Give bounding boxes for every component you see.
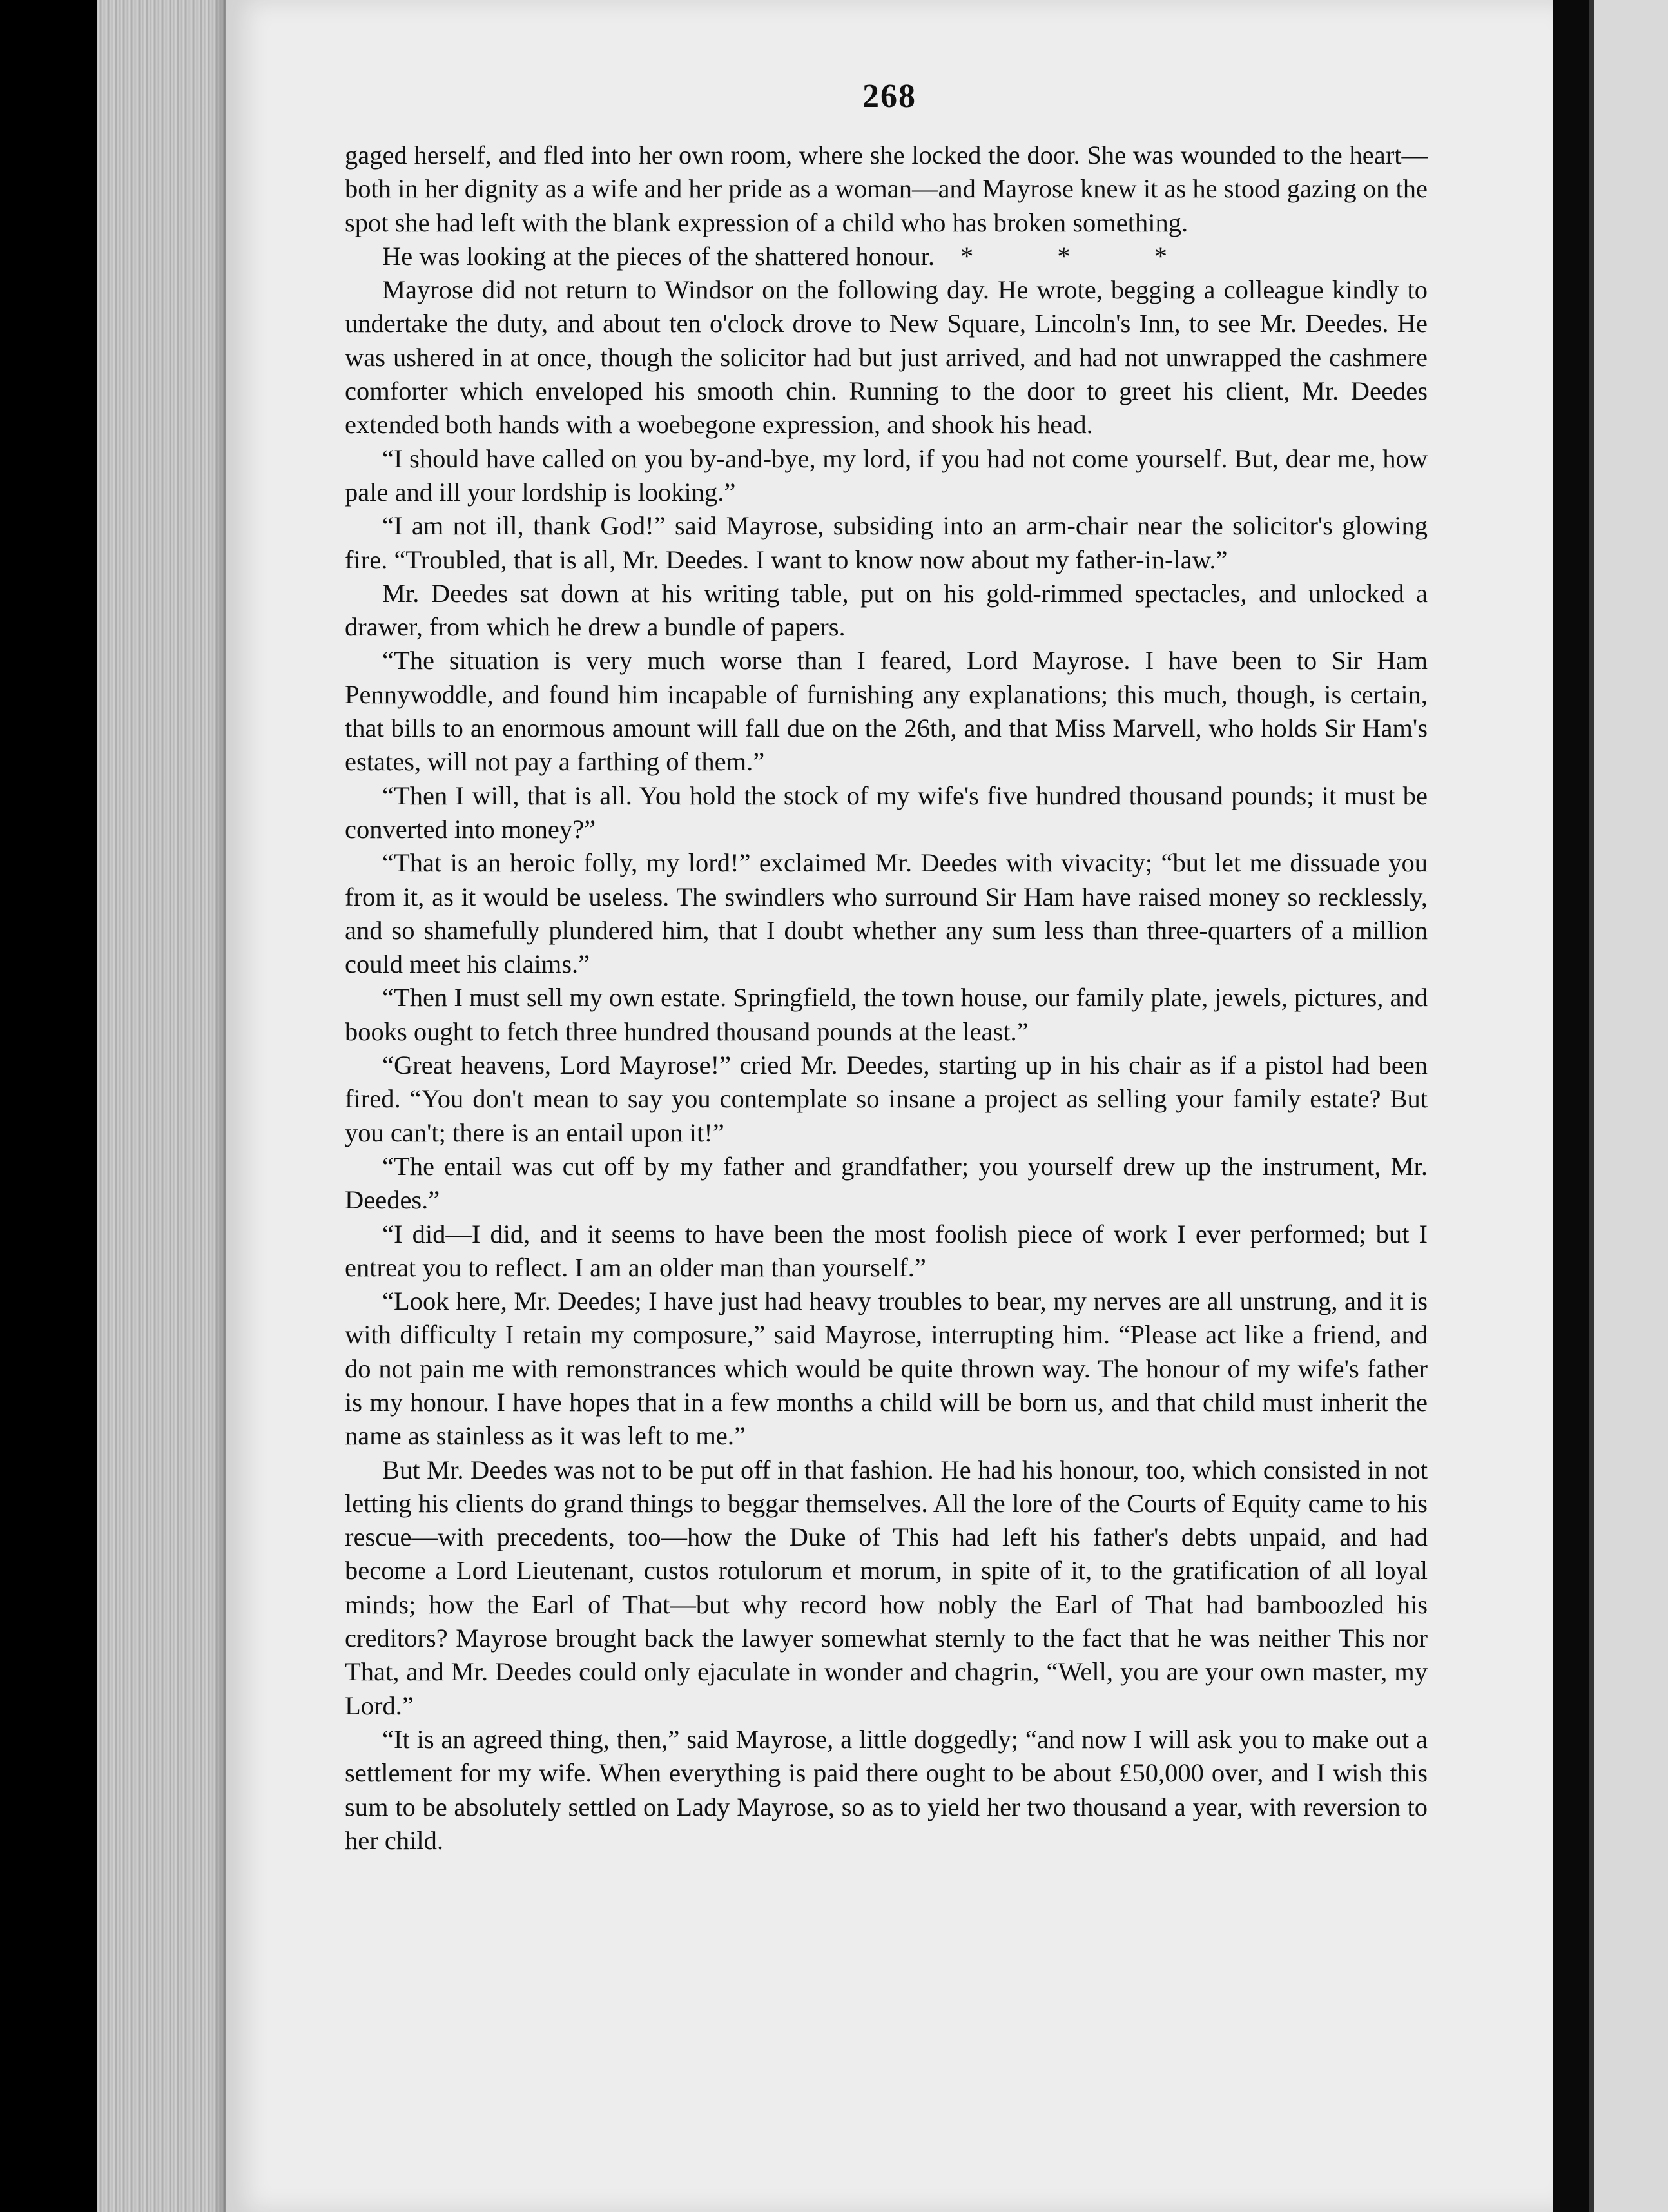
paragraph: “The entail was cut off by my father and grandfather; you yourself drew up the instrument, Mr. Deedes.” (345, 1151, 1428, 1215)
body-text (345, 139, 1428, 1858)
paragraph-text: He was looking at the pieces of the shattered honour. (382, 241, 935, 271)
paragraph: “Then I will, that is all. You hold the stock of my wife's five hundred thousand pounds; it must be converted into money?” (345, 781, 1428, 844)
book-gutter (1553, 0, 1589, 2212)
paragraph: But Mr. Deedes was not to be put off in that fashion. He had his honour, too, which consisted in not letting his clients do grand things to beggar themselves. All the lore of the Courts of Equity came to his rescue—with precedents, too—how the Duke of This had left his father's debts unpaid, and had become a Lord Lieutenant, custos rotulorum et morum, in spite of it, to the gratification of all loyal minds; how the Earl of That—but why record how nobly the Earl of That had bamboozled his creditors? Mayrose brought back the lawyer somewhat sternly to the fact that he was neither This nor That, and Mr. Deedes could only ejaculate in wonder and chagrin, “Well, you are your own master, my Lord.” (345, 1455, 1428, 1720)
page-number: 268 (862, 78, 916, 115)
facing-page-sliver (1589, 0, 1668, 2212)
paragraph: Mr. Deedes sat down at his writing table, put on his gold-rimmed spectacles, and unlocked a drawer, from which he drew a bundle of papers. (345, 578, 1428, 642)
paragraph: Mayrose did not return to Windsor on the following day. He wrote, begging a colleague kindly to undertake the duty, and about ten o'clock drove to New Square, Lincoln's Inn, to see Mr. Deedes. He was ushered in at once, though the solicitor had but just arrived, and had not unwrapped the cashmere comforter which enveloped his smooth chin. Running to the door to greet his client, Mr. Deedes extended both hands with a woebegone expression, and shook his head. (345, 275, 1428, 440)
paragraph: “Look here, Mr. Deedes; I have just had heavy troubles to bear, my nerves are all unstrung, and it is with difficulty I retain my composure,” said Mayrose, interrupting him. “Please act like a friend, and do not pain me with remonstrances which would be quite thrown way. The honour of my wife's father is my honour. I have hopes that in a few months a child will be born us, and that child must inherit the name as stainless as it was left to me.” (345, 1286, 1428, 1451)
paragraph (345, 240, 1428, 273)
paragraph: “I should have called on you by-and-bye, my lord, if you had not come yourself. But, dear me, how pale and ill your lordship is looking.” (345, 443, 1428, 507)
paragraph: “That is an heroic folly, my lord!” exclaimed Mr. Deedes with vivacity; “but let me dissuade you from it, as it would be useless. The swindlers who surround Sir Ham have raised money so recklessly, and so shamefully plundered him, that I doubt whether any sum less than three-quarters of a million could meet his claims.” (345, 848, 1428, 979)
paragraph: “I did—I did, and it seems to have been the most foolish piece of work I ever performed; but I entreat you to reflect. I am an older man than yourself.” (345, 1219, 1428, 1282)
paragraph: “Great heavens, Lord Mayrose!” cried Mr. Deedes, starting up in his chair as if a pistol had been fired. “You don't mean to say you contemplate so insane a project as selling your family estate? But you can't; there is an entail upon it!” (345, 1051, 1428, 1147)
paragraph: “I am not ill, thank God!” said Mayrose, subsiding into an arm-chair near the solicitor's glowing fire. “Troubled, that is all, Mr. Deedes. I want to know now about my father-in-law.” (345, 511, 1428, 574)
section-break: * * * (960, 241, 1207, 271)
paragraph: “The situation is very much worse than I feared, Lord Mayrose. I have been to Sir Ham Pennywoddle, and found him incapable of furnishing any explanations; this much, though, is certain, that bills to an enormous amount will fall due on the 26th, and that Miss Marvell, who holds Sir Ham's estates, will not pay a farthing of them.” (345, 646, 1428, 777)
paragraph: “It is an agreed thing, then,” said Mayrose, a little doggedly; “and now I will ask you to make out a settlement for my wife. When everything is paid there ought to be about £50,000 over, and I wish this sum to be absolutely settled on Lady Mayrose, so as to yield her two thousand a year, with reversion to her child. (345, 1724, 1428, 1855)
film-border-left (0, 0, 97, 2212)
paragraph: “Then I must sell my own estate. Springfield, the town house, our family plate, jewels, pictures, and books ought to fetch three hundred thousand pounds at the least.” (345, 983, 1428, 1046)
paragraph: gaged herself, and fled into her own room, where she locked the door. She was wounded to the heart—both in her dignity as a wife and her pride as a woman—and Mayrose knew it as he stood gazing on the spot she had left with the blank expression of a child who has broken something. (345, 141, 1428, 237)
book-page (226, 0, 1553, 2212)
book-page-edges (97, 0, 226, 2212)
